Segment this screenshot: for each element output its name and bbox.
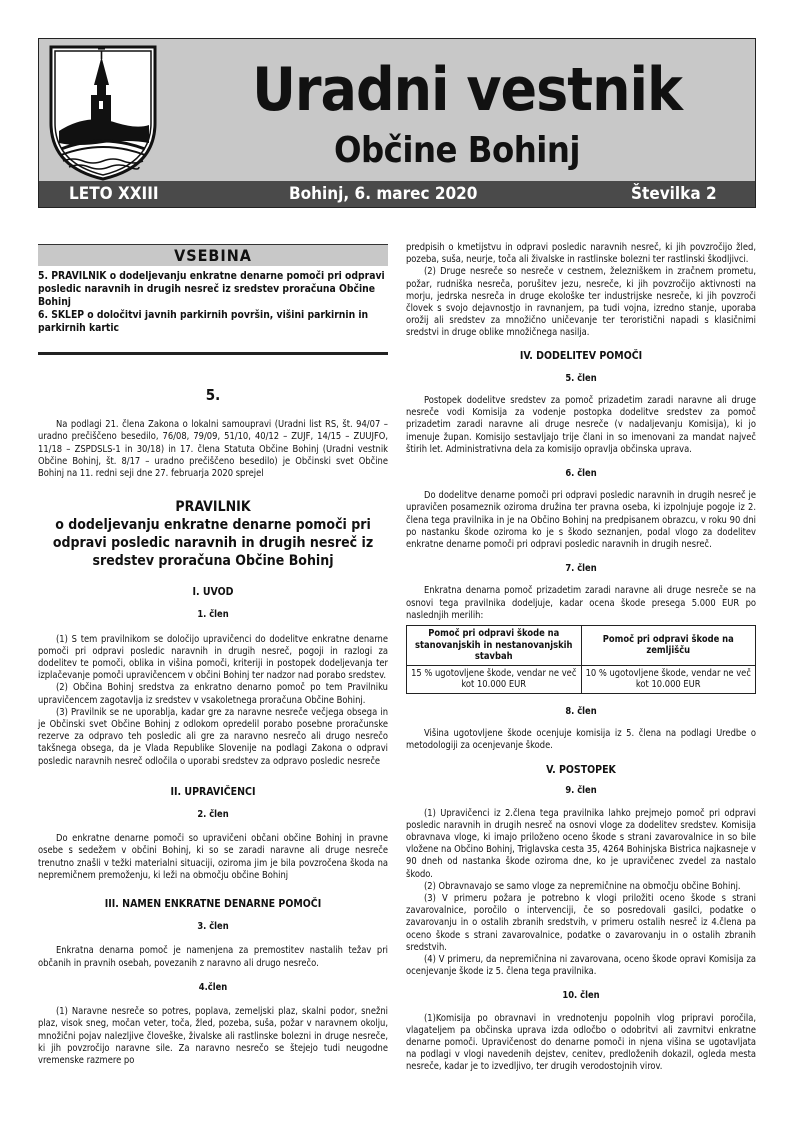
paragraph: (4) V primeru, da nepremičnina ni zavarovana, oceno škode opravi Komisija za ocenjevanje škode iz 5. člena tega pravilnika. [406, 954, 756, 978]
chapter-heading: IV. DODELITEV POMOČI [519, 349, 643, 362]
toc-heading: VSEBINA [38, 244, 388, 266]
publication-subtitle: Občine Bohinj [333, 130, 581, 171]
chapter-heading: III. NAMEN ENKRATNE DENARNE POMOČI [104, 898, 322, 911]
article-heading: 1. člen [197, 609, 229, 621]
article-heading: 4.člen [198, 981, 228, 993]
issue-place-date: Bohinj, 6. marec 2020 [289, 184, 478, 204]
preamble: Na podlagi 21. člena Zakona o lokalni samoupravi (Uradni list RS, št. 94/07 – uradno prečiščeno besedilo, 76/08, 79/09, 51/10, 40/12 – ZUJF, 14/15 – ZUUJFO, 11/18 – ZSPDSLS-1 in 30/18) in 17. člena Statuta Občine Bohinj (Uradni vestnik Občine Bohinj, št. 8/17 – uradno prečiščeno besedilo) je Občinski svet Občine Bohinj na 11. redni seji dne 27. februarja 2020 sprejel [38, 419, 388, 480]
bohinj-coat-of-arms-icon [47, 43, 159, 181]
paragraph: (2) Druge nesreče so nesreče v cestnem, železniškem in zračnem prometu, požar, rudniška nesreča, porušitev jezu, nesreče, ki jih povzročijo aktivnosti na morju, jedrska nesreča in druge ekološke ter industrijske nesreče, ki jih povzroči človek s svojo dejavnostjo in ravnanjem, pa tudi vojna, izredno stanje, uporaba orožij ali sredstev za množično uničevanje ter teroristični napadi s klasičnimi sredstvi in druge oblike množičnega nasilja. [406, 266, 756, 339]
article-heading: 3. člen [197, 921, 229, 933]
paragraph: (1)Komisija po obravnavi in vrednotenju popolnih vlog pripravi poročila, vlagateljem pa občinska uprava izda odločbo o odobritvi ali zavrnitvi enkratne denarne pomoči. Upravičenost do denarne pomoči in njena višina se ugotavljata na podlagi v vlogi navedenih dejstev, cenitev, predloženih dokazil, ogleda mesta nesreče, kadar je to izvedljivo, ter drugih verodostojnih virov. [406, 1012, 756, 1073]
toc-item[interactable]: 6. SKLEP o določitvi javnih parkirnih površin, višini parkirnin in parkirnih kartic [38, 309, 369, 334]
toc-list [38, 270, 388, 335]
table-header: Pomoč pri odpravi škode na zemljišču [581, 626, 756, 666]
right-column [406, 242, 756, 1074]
toc-item[interactable]: 5. PRAVILNIK o dodeljevanju enkratne denarne pomoči pri odpravi posledic naravnih in drugih nesreč iz sredstev proračuna Občine Bohinj [38, 270, 385, 308]
paragraph: (1) Upravičenci iz 2.člena tega pravilnika lahko prejmejo pomoč pri odpravi posledic naravnih in drugih nesreč na osnovi vloge za dodelitev sredstev. Komisija obravnava vloge, ki imajo priloženo oceno škode s strani zavarovalnice in so bile vložene na Občino Bohinj, Triglavska cesta 35, 4264 Bohinjska Bistrica najkasneje v 90 dneh od nastanka škode oziroma dne, ko je upravičenec zvedel za nastalo škodo. [406, 807, 756, 880]
masthead [38, 38, 756, 208]
paragraph: Do dodelitve denarne pomoči pri odpravi posledic naravnih in drugih nesreč je upravičen posameznik oziroma družina ter pravna oseba, ki izpolnjuje pogoje iz 2. člena tega pravilnika in je na Občino Bohinj na predpisanem obrazcu, v roku 90 dni po nastanku škode oziroma ko je s škodo seznanjen, podal vlogo za dodelitev enkratne denarne pomoči pri odpravi posledic naravnih in drugih nesreč. [406, 490, 756, 551]
divider [38, 352, 388, 355]
paragraph: (2) Obravnavajo se samo vloge za nepremičnine na območju občine Bohinj. [424, 880, 741, 892]
table-cell: 15 % ugotovljene škode, vendar ne več kot 10.000 EUR [407, 665, 582, 693]
paragraph: (3) V primeru požara je potrebno k vlogi priložiti oceno škode s strani zavarovalnice, poročilo o intervenciji, če so posredovali gasilci, podatke o zavarovanju in o ostalih zbranih sredstvih, v primeru ostalih nesreč iz 4.člena pa oceno škode s strani zavarovalnice, podatke o zavarovanju in o ostalih zbranih sredstvih. [406, 893, 756, 953]
criteria-table [406, 625, 756, 694]
left-column [38, 244, 388, 1067]
paragraph: (1) Naravne nesreče so potres, poplava, zemeljski plaz, skalni podor, snežni plaz, visok sneg, močan veter, toča, žled, pozeba, suša, požar v naravnem okolju, množični pojav nalezljive človeške, živalske ali rastlinske bolezni in druge nesreče, ki jih povzročijo naravne sile. Za naravno nesrečo se štejejo tudi neugodne vremenske razmere po [38, 1006, 388, 1066]
article-heading: 10. člen [562, 990, 600, 1002]
regulation-title: o dodeljevanju enkratne denarne pomoči pri odpravi posledic naravnih in drugih nesreč iz sredstev proračuna Občine Bohinj [52, 517, 374, 570]
paragraph: Do enkratne denarne pomoči so upravičeni občani občine Bohinj in pravne osebe s sedežem v občini Bohinj, ki so se zaradi naravne ali druge nesreče trenutno znašli v težki materialni situaciji, oziroma jim je bila povzročena škoda na nepremičnem premoženju, ki leži na območju občine Bohinj [38, 833, 388, 881]
paragraph: predpisih o kmetijstvu in odpravi posledic naravnih nesreč, ki jih povzročijo žled, pozeba, suša, neurje, toča ali živalske in rastlinske bolezni ter rastlinski škodljivci. [406, 242, 756, 266]
paragraph: (2) Občina Bohinj sredstva za enkratno denarno pomoč po tem Pravilniku upravičencem zagotavlja iz sredstev v vsakoletnega proračuna Občine Bohinj. [38, 682, 388, 706]
document-number: 5. [205, 386, 221, 404]
publication-title: Uradni vestnik [252, 55, 682, 125]
regulation-title-word: PRAVILNIK [175, 499, 251, 516]
paragraph: (3) Pravilnik se ne uporablja, kadar gre za naravne nesreče večjega obsega in je Občinski svet Občine Bohinj z odlokom opredelil porabo posebne proračunske rezerve za odpravo teh posledic ali gre za naravno nesrečo ali drugo nesrečo takšnega obsega, da je Vlada Republike Slovenije na podlagi Zakona o odpravi posledic naravnih nesreč odločila o uporabi sredstev za odpravo posledic nesreče [38, 706, 388, 767]
chapter-heading: II. UPRAVIČENCI [170, 785, 256, 798]
issue-number: Številka 2 [631, 184, 717, 204]
article-heading: 2. člen [197, 809, 229, 821]
chapter-heading: I. UVOD [192, 586, 234, 599]
article-heading: 6. člen [565, 468, 597, 480]
paragraph: Višina ugotovljene škode ocenjuje komisija iz 5. člena na podlagi Uredbe o metodologiji za ocenjevanje škode. [406, 727, 756, 751]
table-header: Pomoč pri odpravi škode na stanovanjskih in nestanovanjskih stavbah [407, 626, 582, 666]
table-cell: 10 % ugotovljene škode, vendar ne več kot 10.000 EUR [581, 665, 756, 693]
issue-info-bar [39, 181, 755, 207]
paragraph: Postopek dodelitve sredstev za pomoč prizadetim zaradi naravne ali druge nesreče vodi Komisija za vodenje postopka dodelitve sredstev za pomoč prizadetim zaradi naravne ali druge nesreče (v nadaljevanju Komisija), ki jo imenuje župan. Komisijo sestavljajo trije člani in so imenovani za mandat največ štirih let. Administrativna dela za komisijo opravlja občinska uprava. [406, 395, 756, 455]
article-heading: 8. člen [565, 705, 597, 717]
paragraph: Enkratna denarna pomoč je namenjena za premostitev nastalih težav pri občanih in pravnih osebah, povezanih z naravno ali drugo nesrečo. [38, 945, 388, 969]
article-heading: 5. člen [565, 372, 597, 384]
paragraph: Enkratna denarna pomoč prizadetim zaradi naravne ali druge nesreče se na osnovi tega pravilnika dodeljuje, kadar ocena škode presega 5.000 EUR po naslednjih merilih: [406, 585, 756, 621]
chapter-heading: V. POSTOPEK [546, 764, 616, 777]
article-heading: 7. člen [565, 563, 597, 575]
paragraph: (1) S tem pravilnikom se določijo upravičenci do dodelitve enkratne denarne pomoči pri odpravi posledic naravnih in drugih nesreč, pogoji in razlogi za dodelitev te pomoči, oblika in višina pomoči, kriteriji in postopek dodeljevanja ter izplačevanje pomoči upravičencem v občini Bohinj ter nadzor nad porabo sredstev. [38, 633, 388, 682]
article-heading: 9. člen [565, 785, 597, 797]
issue-year: LETO XXIII [69, 184, 159, 204]
